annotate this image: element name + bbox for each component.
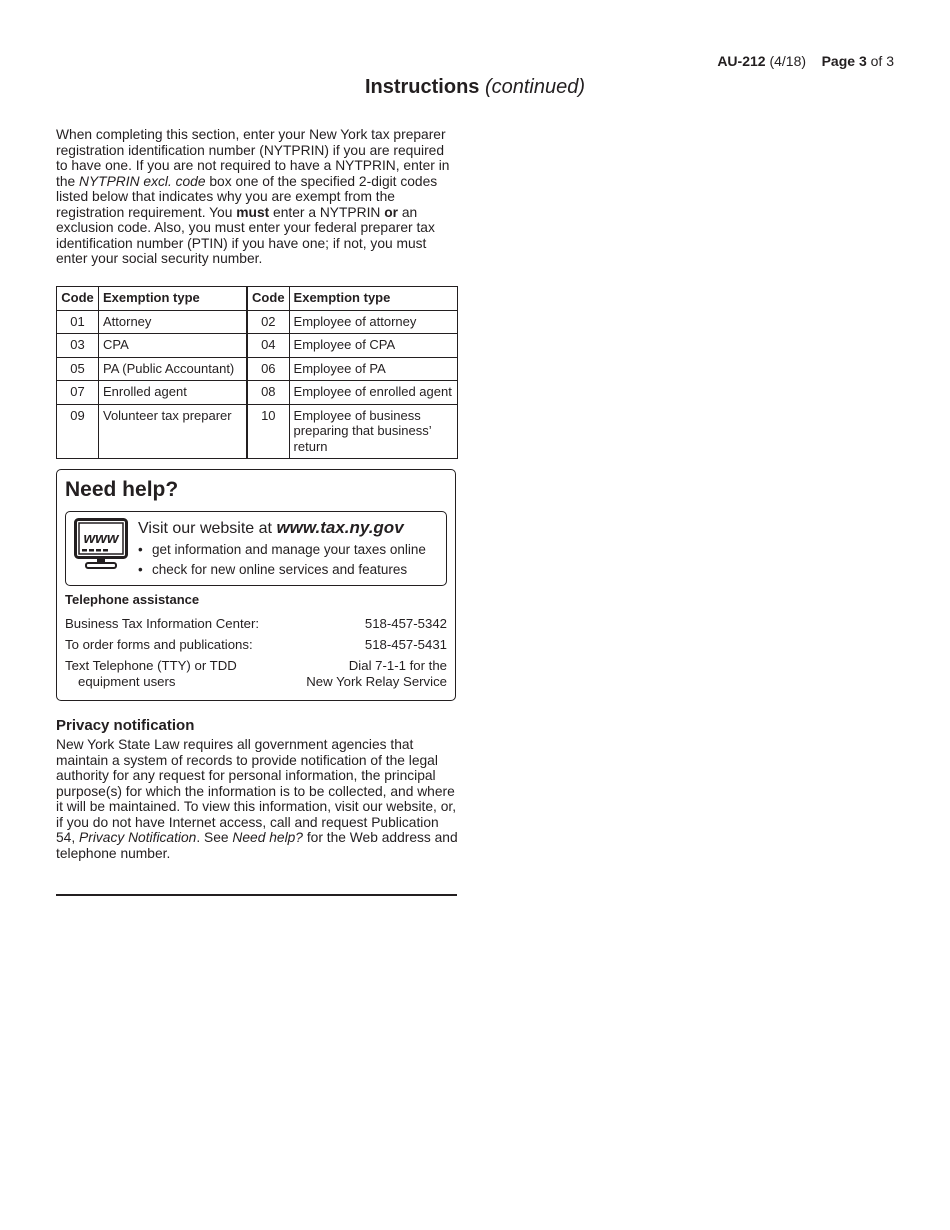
table-cell-type: Employee of enrolled agent [289, 381, 457, 405]
intro-text-4: an exclusion code. Also, you must enter your federal preparer tax identification number (PTIN) if you have one; if not, you must enter your social security number. [56, 204, 435, 266]
list-item: • check for new online services and features [138, 560, 426, 580]
phone-row-forms [65, 637, 447, 653]
privacy-text-3: for the Web address and telephone number. [56, 830, 458, 861]
phone-row-business [65, 616, 447, 632]
table-row [57, 381, 458, 405]
intro-text-3: enter a NYTPRIN [269, 204, 385, 220]
table-cell-type: PA (Public Accountant) [98, 357, 247, 381]
table-header-code-2: Code [247, 287, 289, 311]
page-total: of 3 [870, 53, 894, 69]
table-row [57, 334, 458, 358]
privacy-paragraph [56, 737, 458, 861]
intro-bold-must: must [236, 204, 270, 220]
table-header-row [57, 287, 458, 311]
form-revision: (4/18) [769, 53, 807, 69]
table-cell-code: 02 [247, 310, 289, 334]
privacy-text-1: New York State Law requires all government agencies that maintain a system of records to provide notification of the legal authority for any request for personal information, the principal purpose(s) for which the information is to be collected, and where it will be maintained. To view this information, visit our website, or, if you do not have Internet access, call and request Publication 54, [56, 737, 457, 845]
table-cell-code: 08 [247, 381, 289, 405]
table-cell-type: CPA [98, 334, 247, 358]
intro-bold-or: or [384, 204, 399, 220]
page-word: Page [821, 53, 856, 69]
table-cell-type: Employee of attorney [289, 310, 457, 334]
table-cell-code: 10 [247, 404, 289, 459]
phone-label-line1: Text Telephone (TTY) or TDD [65, 658, 237, 673]
need-help-title: Need help? [65, 478, 179, 501]
table-header-type-1: Exemption type [98, 287, 247, 311]
table-row [57, 310, 458, 334]
phone-label [65, 658, 237, 689]
table-cell-code: 01 [57, 310, 99, 334]
visit-website-line [138, 518, 404, 538]
telephone-heading: Telephone assistance [65, 592, 200, 607]
table-cell-type: Employee of business preparing that business’ return [289, 404, 457, 459]
table-cell-type: Employee of CPA [289, 334, 457, 358]
title-continued: (continued) [484, 76, 586, 98]
website-box [65, 511, 447, 586]
visit-prefix: Visit our website at [138, 520, 277, 537]
privacy-title: Privacy notification [56, 717, 195, 734]
www-text: www [83, 530, 119, 547]
bottom-divider [56, 894, 457, 896]
list-item: • get information and manage your taxes online [138, 540, 426, 560]
page-number: 3 [858, 53, 867, 69]
phone-row-tty [65, 658, 447, 690]
title-main: Instructions [364, 76, 480, 98]
relay-line1: Dial 7-1-1 for the [348, 658, 447, 673]
website-bullets [138, 540, 426, 580]
table-cell-code: 05 [57, 357, 99, 381]
phone-label: Business Tax Information Center: [65, 616, 259, 631]
phone-number [306, 658, 447, 689]
table-cell-type: Enrolled agent [98, 381, 247, 405]
need-help-box [56, 469, 456, 701]
intro-italic: NYTPRIN excl. code [79, 173, 206, 189]
monitor-www-icon [74, 518, 128, 570]
table-row [57, 404, 458, 459]
table-cell-type: Attorney [98, 310, 247, 334]
table-cell-code: 07 [57, 381, 99, 405]
table-cell-code: 06 [247, 357, 289, 381]
privacy-italic-2: Need help? [232, 830, 303, 845]
phone-number: 518-457-5431 [364, 637, 447, 652]
table-cell-type: Volunteer tax preparer [98, 404, 247, 459]
phone-label: To order forms and publications: [65, 637, 253, 652]
table-cell-type: Employee of PA [289, 357, 457, 381]
form-reference [717, 53, 894, 69]
table-cell-code: 04 [247, 334, 289, 358]
phone-number: 518-457-5342 [364, 616, 447, 631]
website-link[interactable]: www.tax.ny.gov [276, 518, 404, 537]
form-id: AU-212 [717, 53, 766, 69]
table-cell-code: 09 [57, 404, 99, 459]
phone-label-line2: equipment users [78, 673, 176, 689]
page-title [0, 76, 950, 99]
table-header-type-2: Exemption type [289, 287, 457, 311]
privacy-italic-1: Privacy Notification [79, 830, 197, 845]
intro-text-1: When completing this section, enter your New York tax preparer registration identification number (NYTPRIN) if you are required to have one. If you are not required to have a NYTPRIN, enter in the [56, 127, 450, 189]
privacy-text-2: . See [196, 830, 233, 845]
table-header-code-1: Code [57, 287, 99, 311]
relay-line2: New York Relay Service [306, 673, 447, 689]
table-cell-code: 03 [57, 334, 99, 358]
table-row [57, 357, 458, 381]
exemption-code-table [56, 286, 458, 459]
intro-paragraph [56, 127, 458, 267]
intro-text-2: box one of the specified 2-digit codes listed below that indicates why you are exempt from the registration requirement. You [56, 173, 438, 220]
